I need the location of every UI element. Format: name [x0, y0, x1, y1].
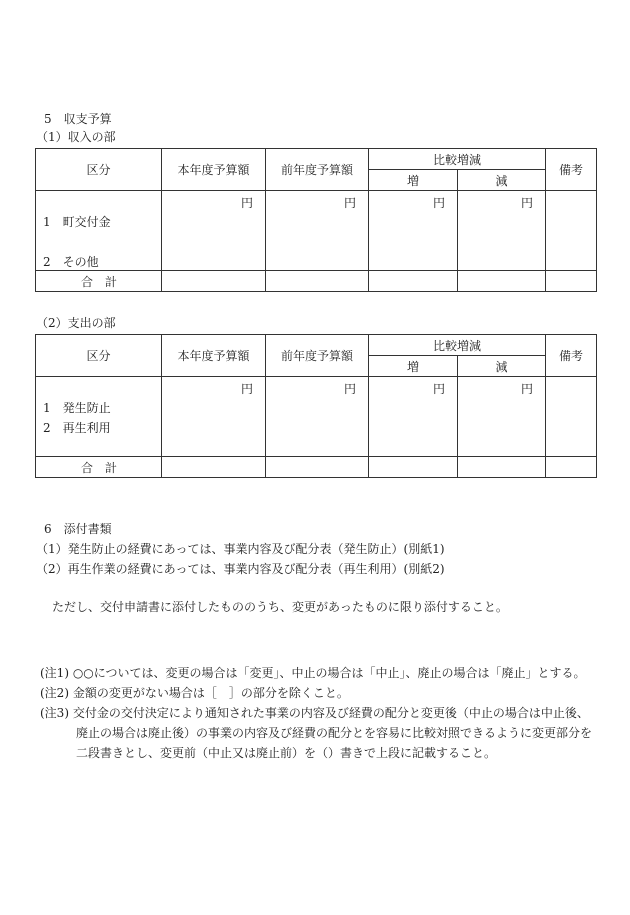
total-cell [162, 457, 266, 478]
note-3-line-2: 廃止の場合は廃止後）の事業の内容及び経費の配分とを容易に比較対照できるように変更部分を [76, 726, 593, 740]
section6-heading: 6 添付書類 [44, 522, 112, 536]
expense-items-cell [36, 377, 162, 457]
header-remarks: 備考 [546, 149, 597, 191]
header-decrease: 減 [458, 356, 546, 377]
total-cell [369, 271, 458, 292]
income-item-2: 2 その他 [43, 255, 99, 269]
note-2: (注2) 金額の変更がない場合は［ ］の部分を除くこと。 [40, 686, 349, 700]
total-cell [266, 457, 369, 478]
yen-unit: 円 [162, 191, 266, 271]
section5-heading: 5 収支予算 [44, 112, 112, 126]
income-item-1: 1 町交付金 [43, 215, 111, 229]
remarks-cell [546, 377, 597, 457]
header-increase: 増 [369, 356, 458, 377]
header-decrease: 減 [458, 170, 546, 191]
proviso-text: ただし、交付申請書に添付したもののうち、変更があったものに限り添付すること。 [52, 600, 508, 614]
header-last-year: 前年度予算額 [266, 335, 369, 377]
attachment-item-1: （1）発生防止の経費にあっては、事業内容及び配分表（発生防止）(別紙1) [36, 542, 445, 556]
total-cell [458, 457, 546, 478]
expense-total-label: 合 計 [36, 457, 162, 478]
attachment-item-2: （2）再生作業の経費にあっては、事業内容及び配分表（再生利用）(別紙2) [36, 562, 445, 576]
total-cell [546, 271, 597, 292]
yen-unit: 円 [266, 377, 369, 457]
yen-unit: 円 [458, 377, 546, 457]
income-table [35, 148, 597, 292]
income-heading: （1）収入の部 [36, 130, 116, 144]
header-this-year: 本年度予算額 [162, 149, 266, 191]
note-3-line-3: 二段書きとし、変更前（中止又は廃止前）を（）書きで上段に記載すること。 [76, 746, 497, 760]
income-total-label: 合 計 [36, 271, 162, 292]
header-this-year: 本年度予算額 [162, 335, 266, 377]
header-last-year: 前年度予算額 [266, 149, 369, 191]
header-increase: 増 [369, 170, 458, 191]
header-category: 区分 [36, 149, 162, 191]
expense-heading: （2）支出の部 [36, 316, 116, 330]
total-cell [369, 457, 458, 478]
expense-item-1: 1 発生防止 [43, 401, 111, 415]
header-comparison: 比較増減 [369, 149, 546, 170]
yen-unit: 円 [266, 191, 369, 271]
total-cell [458, 271, 546, 292]
income-items-cell [36, 191, 162, 271]
header-category: 区分 [36, 335, 162, 377]
note-3-line-1: (注3) 交付金の交付決定により通知された事業の内容及び経費の配分と変更後（中止の場合は中止後、 [40, 706, 589, 720]
header-remarks: 備考 [546, 335, 597, 377]
expense-item-2: 2 再生利用 [43, 421, 111, 435]
yen-unit: 円 [458, 191, 546, 271]
header-comparison: 比較増減 [369, 335, 546, 356]
total-cell [162, 271, 266, 292]
total-cell [266, 271, 369, 292]
yen-unit: 円 [369, 377, 458, 457]
total-cell [546, 457, 597, 478]
yen-unit: 円 [162, 377, 266, 457]
remarks-cell [546, 191, 597, 271]
yen-unit: 円 [369, 191, 458, 271]
note-1: (注1) ○○については、変更の場合は「変更」、中止の場合は「中止」、廃止の場合は「廃止」とする。 [40, 666, 586, 680]
expense-table [35, 334, 597, 478]
